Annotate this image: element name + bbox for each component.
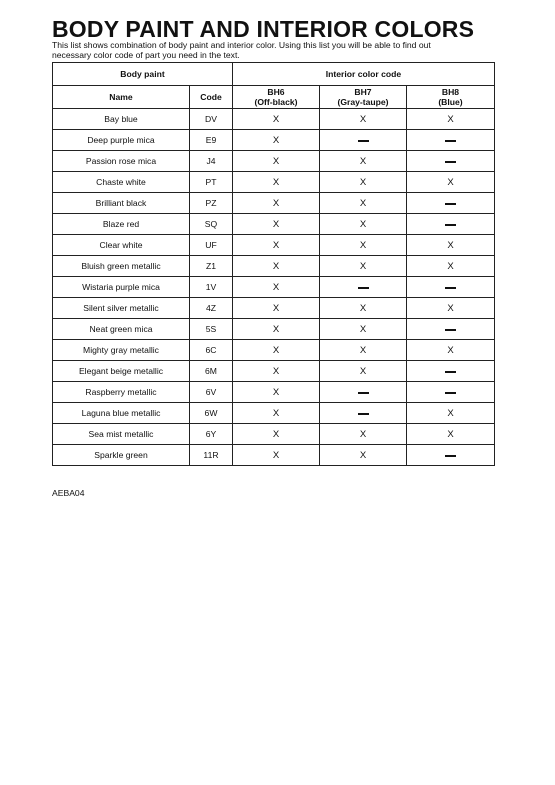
x-mark: X [447,344,454,356]
bh6-availability-cell [233,424,320,445]
body-paint-header: Body paint [53,63,233,86]
x-mark: X [359,260,367,272]
x-mark: X [272,386,280,398]
bh6-availability-cell [233,151,320,172]
bh7-code: BH7 [354,87,372,97]
table-row [53,340,495,361]
paint-name-cell: Sparkle green [53,445,190,466]
x-mark: X [272,176,280,188]
bh7-availability-cell [320,130,407,151]
bh6-availability-cell [233,382,320,403]
x-mark: X [272,218,280,230]
intro-line: This list shows combination of body paint and interior color. Using this list you will be able to find out [52,40,431,50]
table-row [53,403,495,424]
color-combination-table [52,62,495,466]
paint-name-cell: Bluish green metallic [53,256,190,277]
bh7-availability-cell [320,172,407,193]
bh6-availability-cell [233,235,320,256]
x-mark: X [272,239,280,251]
bh8-availability-cell [407,130,495,151]
table-row [53,298,495,319]
paint-name-cell: Brilliant black [53,193,190,214]
bh8-code: BH8 [441,87,460,97]
bh7-column-header [320,86,407,109]
x-mark: X [359,197,367,209]
dash-mark [445,371,456,373]
bh6-availability-cell [233,193,320,214]
x-mark: X [272,323,280,335]
paint-code-cell: 11R [190,445,233,466]
x-mark: X [359,365,367,377]
x-mark: X [359,344,367,356]
x-mark: X [272,449,280,461]
dash-mark [445,140,456,142]
bh8-desc: (Blue) [438,97,463,107]
x-mark: X [447,260,454,272]
dash-mark [445,287,456,289]
dash-mark [358,392,369,394]
x-mark: X [359,155,367,167]
paint-name-cell: Clear white [53,235,190,256]
bh6-availability-cell [233,298,320,319]
intro-text [52,41,492,60]
bh8-availability-cell [407,424,495,445]
intro-line: necessary color code of part you need in the text. [52,49,240,60]
x-mark: X [359,239,367,251]
bh8-availability-cell [407,403,495,424]
bh7-availability-cell [320,256,407,277]
paint-code-cell: J4 [190,151,233,172]
bh7-availability-cell [320,424,407,445]
dash-mark [445,161,456,163]
bh7-availability-cell [320,361,407,382]
paint-code-cell: 6W [190,403,233,424]
bh6-availability-cell [233,319,320,340]
bh6-availability-cell [233,256,320,277]
bh8-availability-cell [407,445,495,466]
code-column-header: Code [190,86,233,109]
x-mark: X [359,176,367,188]
bh6-column-header [233,86,320,109]
bh8-availability-cell [407,235,495,256]
dash-mark [445,455,456,457]
x-mark: X [359,449,367,461]
bh8-availability-cell [407,214,495,235]
x-mark: X [272,407,280,419]
paint-code-cell: 6M [190,361,233,382]
bh7-availability-cell [320,319,407,340]
dash-mark [445,224,456,226]
x-mark: X [447,302,454,314]
x-mark: X [272,281,280,293]
bh7-availability-cell [320,235,407,256]
bh7-availability-cell [320,382,407,403]
paint-name-cell: Raspberry metallic [53,382,190,403]
paint-name-cell: Laguna blue metallic [53,403,190,424]
table-row [53,319,495,340]
bh7-availability-cell [320,151,407,172]
bh8-availability-cell [407,361,495,382]
bh8-availability-cell [407,151,495,172]
bh6-availability-cell [233,445,320,466]
x-mark: X [359,302,367,314]
x-mark: X [359,323,367,335]
paint-name-cell: Silent silver metallic [53,298,190,319]
paint-code-cell: SQ [190,214,233,235]
paint-code-cell: PZ [190,193,233,214]
bh6-availability-cell [233,340,320,361]
paint-code-cell: 1V [190,277,233,298]
bh6-availability-cell [233,130,320,151]
x-mark: X [272,344,280,356]
bh7-availability-cell [320,445,407,466]
x-mark: X [359,218,367,230]
bh6-availability-cell [233,109,320,130]
bh8-column-header [407,86,495,109]
table-row [53,193,495,214]
paint-name-cell: Wistaria purple mica [53,277,190,298]
figure-code: AEBA04 [52,488,85,498]
name-column-header: Name [53,86,190,109]
dash-mark [445,392,456,394]
x-mark: X [272,197,280,209]
x-mark: X [272,365,280,377]
paint-code-cell: PT [190,172,233,193]
bh8-availability-cell [407,277,495,298]
bh6-availability-cell [233,277,320,298]
x-mark: X [447,428,454,440]
x-mark: X [272,155,280,167]
paint-name-cell: Chaste white [53,172,190,193]
x-mark: X [359,428,367,440]
dash-mark [445,203,456,205]
table-row [53,130,495,151]
x-mark: X [272,113,280,125]
dash-mark [358,287,369,289]
bh7-availability-cell [320,298,407,319]
table-row [53,361,495,382]
paint-name-cell: Deep purple mica [53,130,190,151]
column-header-row [53,86,495,109]
table-row [53,235,495,256]
paint-code-cell: E9 [190,130,233,151]
bh8-availability-cell [407,340,495,361]
bh8-availability-cell [407,172,495,193]
bh7-availability-cell [320,277,407,298]
color-rows [53,109,495,466]
bh7-availability-cell [320,193,407,214]
paint-name-cell: Neat green mica [53,319,190,340]
dash-mark [358,140,369,142]
table-row [53,382,495,403]
paint-name-cell: Passion rose mica [53,151,190,172]
bh6-availability-cell [233,361,320,382]
paint-name-cell: Blaze red [53,214,190,235]
bh6-code: BH6 [267,87,285,97]
bh6-desc: (Off-black) [254,97,298,107]
table-row [53,424,495,445]
group-header-row [53,63,495,86]
interior-color-code-header: Interior color code [233,63,495,86]
paint-code-cell: 6V [190,382,233,403]
paint-code-cell: Z1 [190,256,233,277]
paint-name-cell: Sea mist metallic [53,424,190,445]
x-mark: X [272,302,280,314]
bh6-availability-cell [233,403,320,424]
paint-code-cell: 5S [190,319,233,340]
table-row [53,445,495,466]
bh8-availability-cell [407,319,495,340]
x-mark: X [447,407,454,419]
bh7-desc: (Gray-taupe) [337,97,389,107]
table-row [53,172,495,193]
paint-code-cell: 6Y [190,424,233,445]
bh8-availability-cell [407,109,495,130]
bh7-availability-cell [320,403,407,424]
paint-code-cell: DV [190,109,233,130]
table-row [53,277,495,298]
paint-code-cell: 6C [190,340,233,361]
page-title: BODY PAINT AND INTERIOR COLORS [52,16,475,42]
table-row [53,214,495,235]
dash-mark [445,329,456,331]
x-mark: X [272,134,280,146]
paint-name-cell: Elegant beige metallic [53,361,190,382]
bh7-availability-cell [320,214,407,235]
x-mark: X [359,113,367,125]
x-mark: X [447,239,454,251]
x-mark: X [447,113,454,125]
bh7-availability-cell [320,109,407,130]
table-row [53,109,495,130]
x-mark: X [447,176,454,188]
bh8-availability-cell [407,382,495,403]
paint-code-cell: UF [190,235,233,256]
x-mark: X [272,428,280,440]
dash-mark [358,413,369,415]
bh8-availability-cell [407,298,495,319]
paint-code-cell: 4Z [190,298,233,319]
bh6-availability-cell [233,214,320,235]
paint-name-cell: Mighty gray metallic [53,340,190,361]
bh8-availability-cell [407,256,495,277]
paint-name-cell: Bay blue [53,109,190,130]
bh7-availability-cell [320,340,407,361]
x-mark: X [272,260,280,272]
table-row [53,256,495,277]
table-row [53,151,495,172]
bh6-availability-cell [233,172,320,193]
bh8-availability-cell [407,193,495,214]
